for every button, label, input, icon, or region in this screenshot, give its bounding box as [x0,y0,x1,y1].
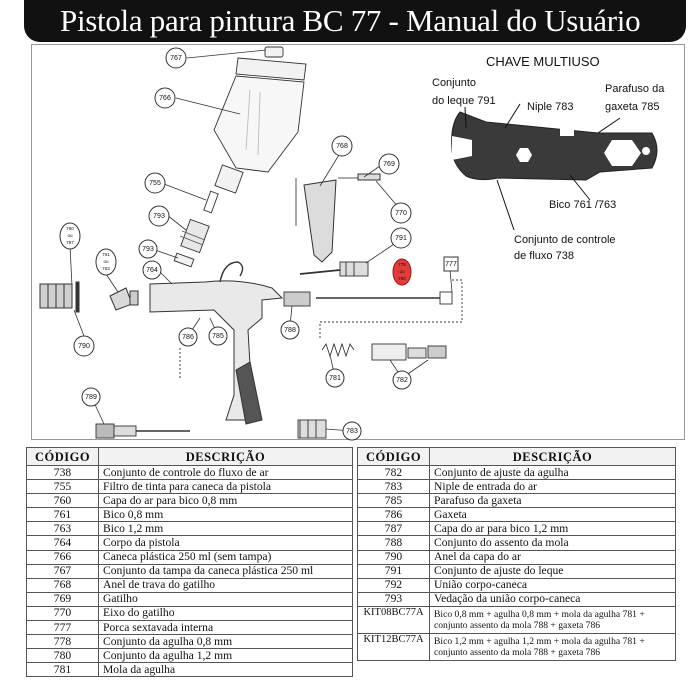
part-code: 763 [27,522,99,536]
part-description: Conjunto de ajuste do leque [430,564,676,578]
table-row [27,494,353,508]
table-row [27,663,353,677]
part-description: Bico 1,2 mm + agulha 1,2 mm + mola da agulha 781 + conjunto assento da mola 788 + gaxeta 786 [430,633,676,660]
part-description: Bico 1,2 mm [99,522,353,536]
part-code: 792 [358,578,430,592]
callout-761-763 [96,249,116,275]
cup-neck [215,165,243,193]
part-description: Anel da capa do ar [430,550,676,564]
callout-781 [326,369,344,387]
parts-table-right [357,447,676,661]
part-code: 780 [27,649,99,663]
part-description: Gatilho [99,592,353,606]
table-row [27,592,353,606]
part-code: 777 [27,621,99,635]
part-code: 767 [27,564,99,578]
part-description: Caneca plástica 250 ml (sem tampa) [99,550,353,564]
part-code: 781 [27,663,99,677]
table-row [358,480,676,494]
part-description: Conjunto da agulha 1,2 mm [99,649,353,663]
spring-seat [284,292,310,306]
table-row [27,635,353,649]
spring [322,344,354,356]
part-description: Conjunto da agulha 0,8 mm [99,635,353,649]
svg-text:787: 787 [66,240,74,246]
callout-764 [143,261,161,279]
part-code: 738 [27,466,99,480]
part-code: 768 [27,578,99,592]
callout-789 [82,388,100,406]
table-header-row [27,448,353,466]
callout-786 [179,328,197,346]
callout-793-upper [149,206,169,226]
table-row [358,592,676,606]
label-leque-1: Conjunto [432,77,477,89]
part-code: 764 [27,536,99,550]
part-code: 769 [27,592,99,606]
svg-text:769: 769 [383,160,395,168]
part-description: Eixo do gatilho [99,606,353,620]
header-description: DESCRIÇÃO [99,448,353,466]
gun-body-shape [150,281,282,420]
callout-769 [379,154,399,174]
table-row [358,508,676,522]
svg-text:ou: ou [67,233,73,239]
part-description: Parafuso da gaxeta [430,494,676,508]
svg-text:763: 763 [102,266,110,272]
callout-768 [332,136,352,156]
svg-text:782: 782 [396,376,408,384]
part-description: Filtro de tinta para caneca da pistola [99,480,353,494]
part-code: 793 [358,592,430,606]
svg-text:785: 785 [212,332,224,340]
trigger [304,180,336,262]
part-code: KIT12BC77A [358,633,430,660]
part-description: Capa do ar para bico 1,2 mm [430,522,676,536]
part-description: Bico 0,8 mm [99,508,353,522]
table-row [358,578,676,592]
svg-text:793: 793 [153,212,165,220]
label-parafuso-2: gaxeta 785 [605,101,660,113]
part-description: Conjunto da tampa da caneca plástica 250 ml [99,564,353,578]
header-code: CÓDIGO [27,448,99,466]
fork-slot [452,136,472,160]
svg-text:760: 760 [66,226,74,232]
callout-767 [166,48,186,68]
svg-text:768: 768 [336,142,348,150]
part-code: 785 [358,494,430,508]
cup-union-seal [174,253,194,267]
callout-777 [444,257,458,271]
needle-dotted-link [320,280,462,340]
table-row [27,564,353,578]
nozzle [110,288,132,310]
parts-table-left [26,447,353,677]
table-row [27,649,353,663]
part-code: 782 [358,466,430,480]
svg-text:781: 781 [329,374,341,382]
part-code: 787 [358,522,430,536]
table-row [358,564,676,578]
part-description: Anel de trava do gatilho [99,578,353,592]
part-description: Porca sextavada interna [99,621,353,635]
part-description: Mola da agulha [99,663,353,677]
svg-text:761: 761 [102,252,110,258]
part-code: 788 [358,536,430,550]
table-row [27,466,353,480]
part-code: 783 [358,480,430,494]
table-row [358,466,676,480]
part-description: Vedação da união corpo-caneca [430,592,676,606]
svg-text:790: 790 [78,342,90,350]
header-description: DESCRIÇÃO [430,448,676,466]
callout-778-780 [393,259,411,285]
table-row [358,494,676,508]
part-code: 778 [27,635,99,649]
table-header-row [358,448,676,466]
needle-head [440,292,452,304]
part-code: 791 [358,564,430,578]
table-row [358,550,676,564]
svg-text:766: 766 [159,94,171,102]
svg-text:764: 764 [146,266,158,274]
hole-small-1 [642,147,650,155]
callout-791 [391,228,411,248]
table-row [27,480,353,494]
air-flow-control [96,420,326,438]
part-description: Conjunto de controle do fluxo de ar [99,466,353,480]
table-row [358,536,676,550]
callout-770 [391,203,411,223]
table-row [27,536,353,550]
tool-title: CHAVE MULTIUSO [486,54,600,69]
callout-788 [281,321,299,339]
callout-790 [74,336,94,356]
part-description: Conjunto do assento da mola [430,536,676,550]
part-description: Niple de entrada do ar [430,480,676,494]
label-leque-2: do leque 791 [432,95,496,107]
callout-755 [145,173,165,193]
table-row [27,606,353,620]
kit-row [358,633,676,660]
table-row [27,522,353,536]
part-description: Corpo da pistola [99,536,353,550]
label-bico: Bico 761 /763 [549,199,617,211]
svg-text:780: 780 [398,276,406,282]
page-title: Pistola para pintura BC 77 - Manual do Usuário [60,3,641,38]
label-niple: Niple 783 [527,101,574,113]
callout-782 [393,371,411,389]
svg-text:777: 777 [445,260,457,268]
paint-filter [204,191,218,213]
header-code: CÓDIGO [358,448,430,466]
part-description: Conjunto de ajuste da agulha [430,466,676,480]
svg-text:ou: ou [399,269,405,275]
part-code: 766 [27,550,99,564]
svg-text:ou: ou [103,259,109,265]
needle-assembly [180,262,462,380]
callout-766 [155,88,175,108]
part-description: União corpo-caneca [430,578,676,592]
multi-tool [432,54,665,262]
svg-text:788: 788 [284,326,296,334]
svg-text:791: 791 [395,234,407,242]
callout-793-lower [139,240,157,258]
table-row [27,508,353,522]
part-code: KIT08BC77A [358,606,430,633]
trigger-axle [358,174,380,180]
paint-cup-assembly [174,47,306,267]
table-row [27,578,353,592]
svg-text:778: 778 [398,262,406,268]
part-code: 770 [27,606,99,620]
svg-text:770: 770 [395,209,407,217]
part-description: Bico 0,8 mm + agulha 0,8 mm + mola da agulha 781 + conjunto assento da mola 788 + gaxeta 786 [430,606,676,633]
label-fluxo-1: Conjunto de controle [514,234,616,246]
part-code: 760 [27,494,99,508]
part-code: 755 [27,480,99,494]
svg-text:755: 755 [149,179,161,187]
svg-text:767: 767 [170,54,182,62]
lid-knob [265,47,283,57]
table-row [27,550,353,564]
part-description: Gaxeta [430,508,676,522]
adjust-knob [372,344,406,360]
table-row [27,621,353,635]
kit-row [358,606,676,633]
callout-760-787 [60,223,80,249]
hook [220,262,243,282]
svg-text:793: 793 [142,245,154,253]
tool-notch [560,128,574,136]
part-code: 761 [27,508,99,522]
svg-text:789: 789 [85,393,97,401]
part-code: 786 [358,508,430,522]
part-code: 790 [358,550,430,564]
table-row [358,522,676,536]
label-parafuso-1: Parafuso da [605,83,665,95]
part-description: Capa do ar para bico 0,8 mm [99,494,353,508]
callout-785 [209,327,227,345]
callout-783 [343,422,361,440]
label-fluxo-2: de fluxo 738 [514,250,574,262]
svg-text:783: 783 [346,427,358,435]
svg-text:786: 786 [182,333,194,341]
